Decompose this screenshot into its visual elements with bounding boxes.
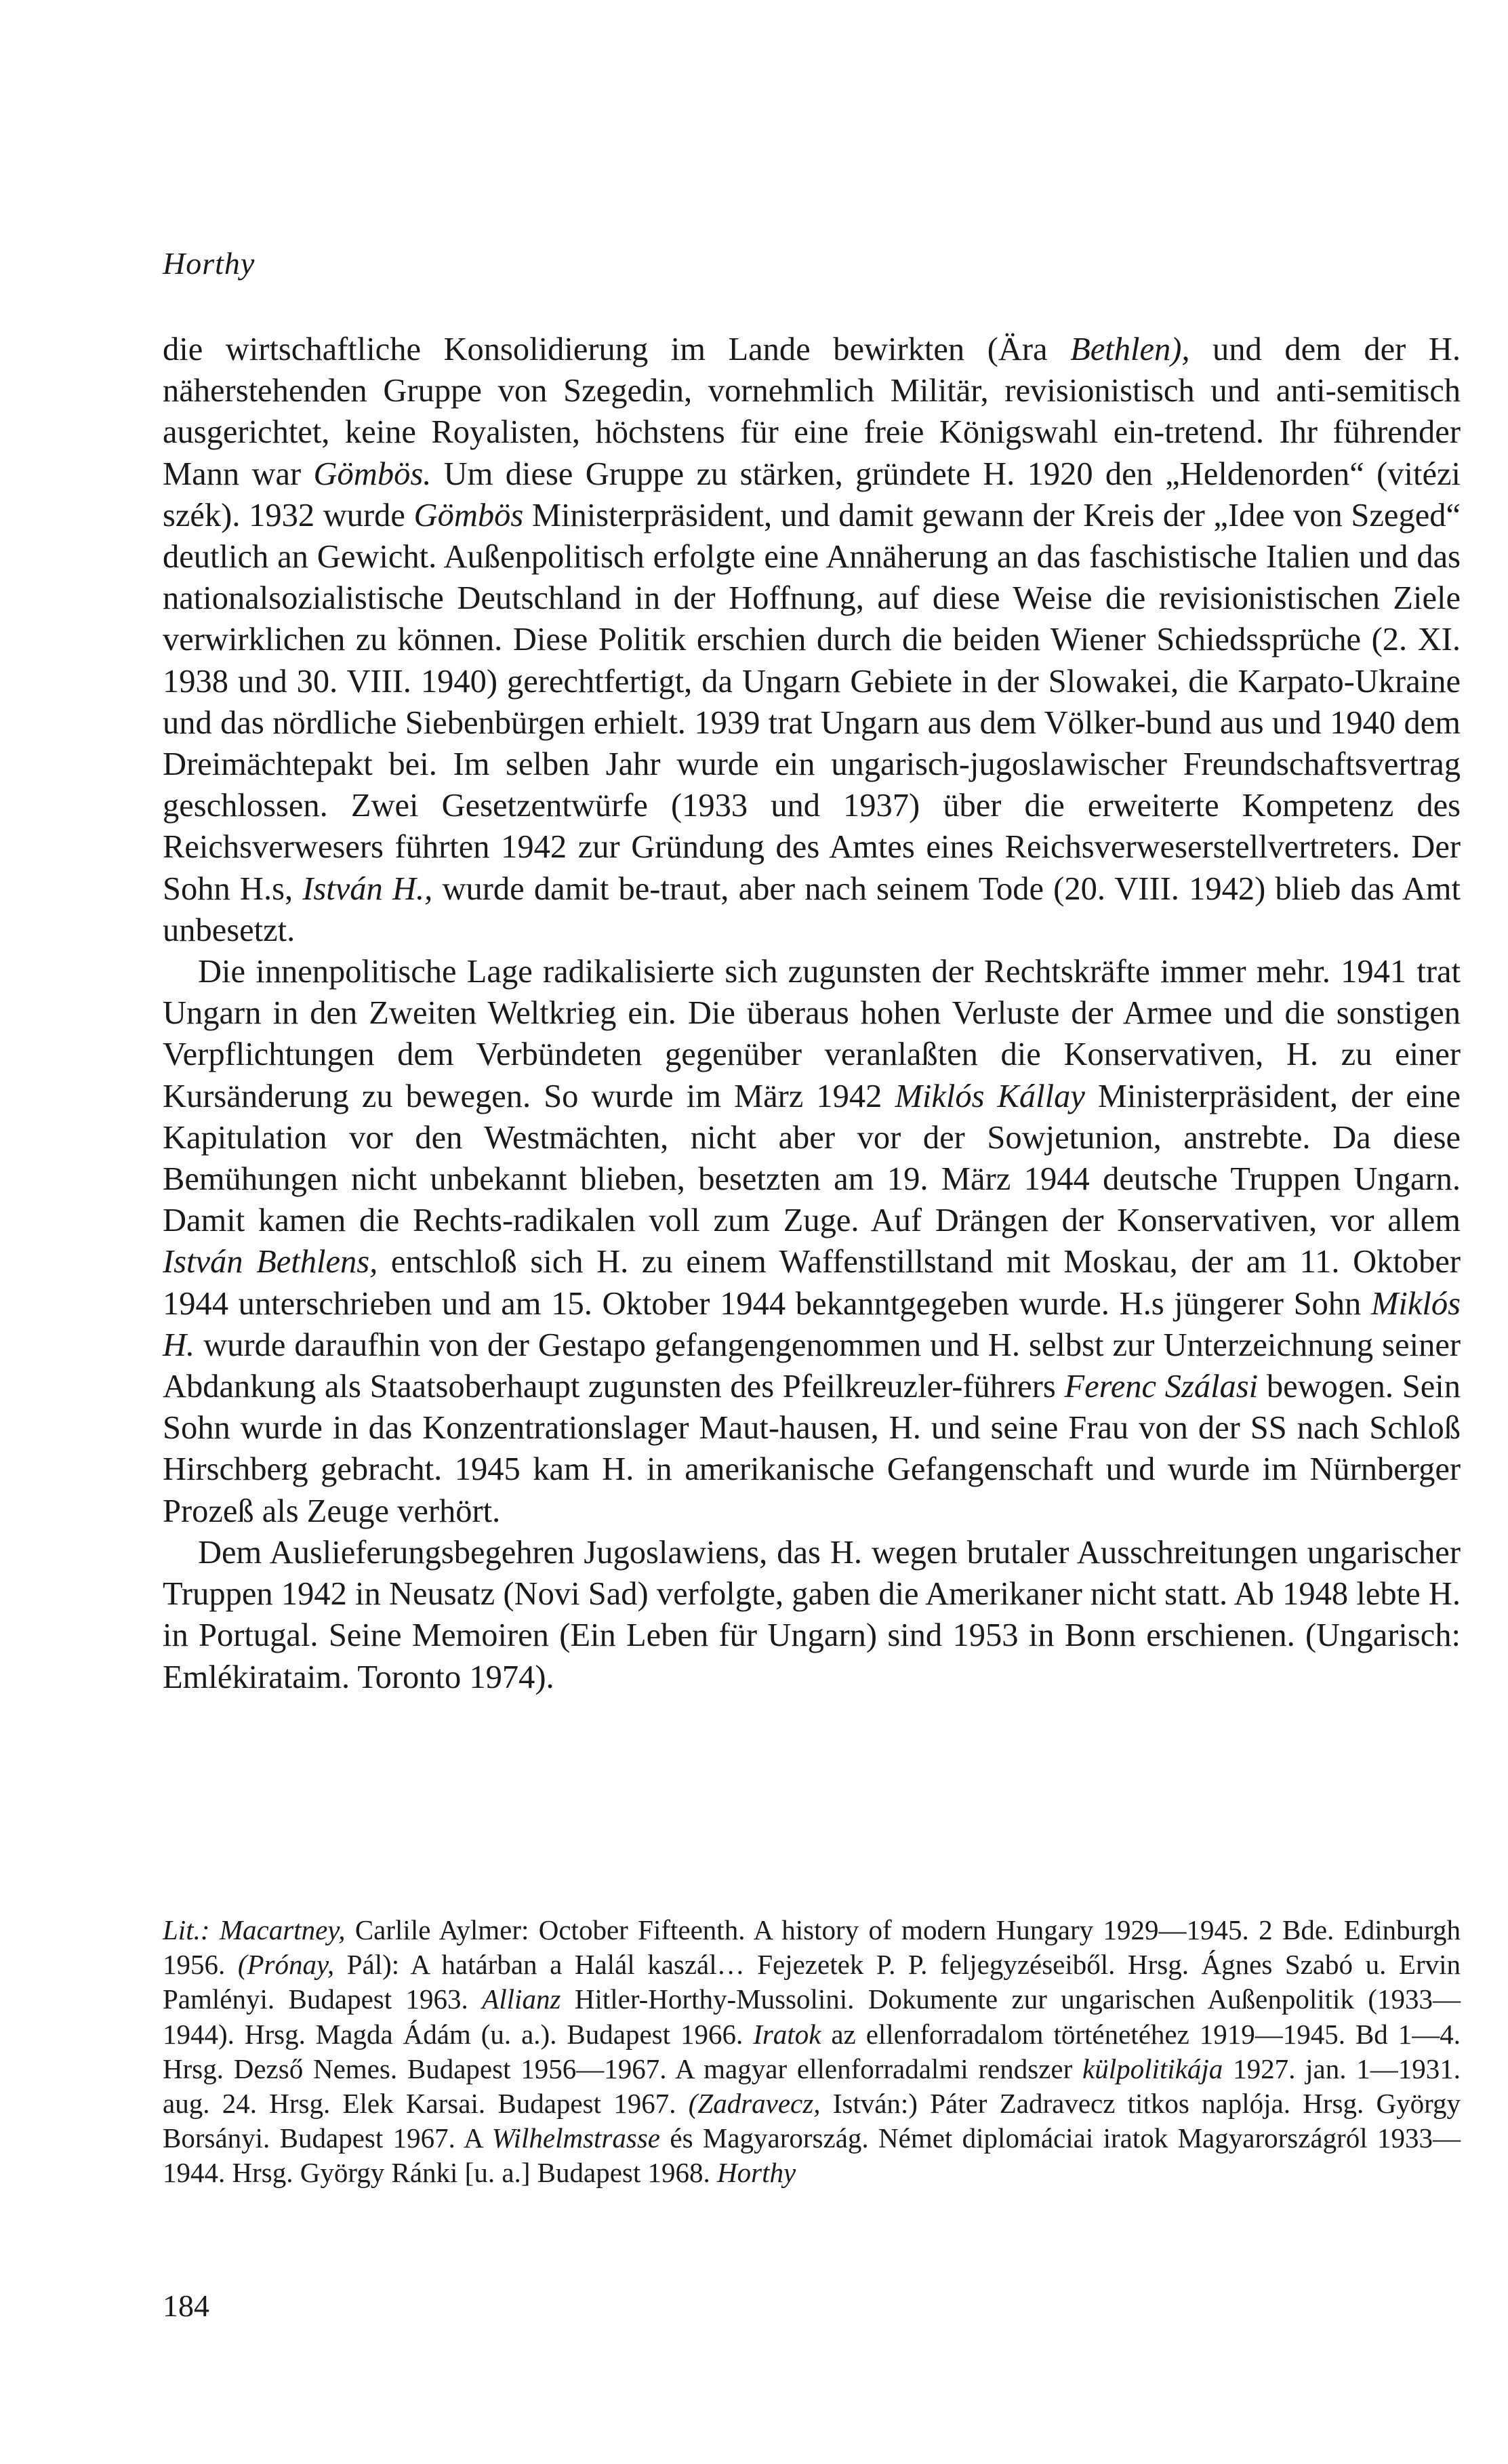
paragraph-3 [163, 1532, 1461, 1698]
literature-section [163, 1913, 1461, 2191]
italic-text-run: Allianz [482, 1983, 561, 2015]
text-run: Die innenpolitische Lage radikalisierte sich zugunsten der Rechtskräfte immer mehr. 1941 trat Ungarn in den Zweiten Weltkrieg ein. Die überaus hohen Verluste der Armee und die sonstigen Verpflichtungen dem Verbündeten gegenüber veranlaßten die Konservativen, H. zu einer Kursänderung zu bewegen. So wurde im März 1942 [163, 954, 1461, 1114]
literature-text [163, 1913, 1461, 2191]
italic-text-run: Wilhelmstrasse [491, 2122, 660, 2154]
italic-text-run: Horthy [717, 2157, 796, 2189]
text-run [210, 1914, 220, 1945]
text-run: Carlile Aylmer: October Fifteenth. A history of modern Hungary 1929—1945. 2 Bde. Edinburgh 1956. [163, 1914, 1461, 1981]
paragraph-2 [163, 951, 1461, 1532]
italic-text-run: Gömbös. [313, 456, 432, 492]
italic-text-run: Macartney, [219, 1914, 346, 1945]
italic-text-run: (Prónay, [237, 1949, 335, 1981]
italic-text-run: (Zadravecz, [688, 2088, 821, 2120]
text-run: Ministerpräsident, der eine Kapitulation vor den Westmächten, nicht aber vor der Sowjetunion, anstrebte. Da diese Bemühungen nicht unbekannt blieben, besetzten am 19. März 1944 deutsche Truppen Ungarn. Damit kamen die Rechts-radikalen voll zum Zuge. Auf Drängen der Konservativen, vor allem [163, 1078, 1461, 1239]
italic-text-run: Bethlen), [1070, 331, 1190, 367]
italic-text-run: Lit.: [163, 1914, 210, 1945]
text-run: wurde daraufhin von der Gestapo gefangengenommen und H. selbst zur Unterzeichnung seiner Abdankung als Staatsoberhaupt zugunsten des Pfeilkreuzler-führers [163, 1327, 1461, 1405]
text-run: Dem Auslieferungsbegehren Jugoslawiens, das H. wegen brutaler Ausschreitungen ungarischer Truppen 1942 in Neusatz (Novi Sad) verfolgte, gaben die Amerikaner nicht statt. Ab 1948 lebte H. in Portugal. Seine Memoiren (Ein Leben für Ungarn) sind 1953 in Bonn erschienen. (Ungarisch: Emlékirataim. Toronto 1974). [163, 1534, 1461, 1695]
running-header: Horthy [163, 246, 256, 281]
text-run: und dem der H. näherstehenden Gruppe von Szegedin, vornehmlich Militär, revisionistisch und anti-semitisch ausgerichtet, keine Royalisten, höchstens für eine freie Königswahl ein-tretend. Ihr führender Mann war [163, 331, 1461, 492]
paragraph-1 [163, 329, 1461, 951]
text-run: entschloß sich H. zu einem Waffenstillstand mit Moskau, der am 11. Oktober 1944 unterschrieben und am 15. Oktober 1944 bekanntgegeben wurde. H.s jüngerer Sohn [163, 1244, 1461, 1322]
text-run: az ellenforradalom történetéhez 1919—1945. Bd 1—4. Hrsg. Dezső Nemes. Budapest 1956—1967. A magyar ellenforradalmi rendszer [163, 2018, 1461, 2084]
article-body [163, 329, 1461, 1698]
text-run: és Magyarország. Német diplomáciai iratok Magyarországról 1933—1944. Hrsg. György Ránki [u. a.] Budapest 1968. [163, 2122, 1461, 2189]
italic-text-run: Miklós H. [163, 1285, 1461, 1363]
text-run: bewogen. Sein Sohn wurde in das Konzentrationslager Maut-hausen, H. und seine Frau von der SS nach Schloß Hirschberg gebracht. 1945 kam H. in amerikanische Gefangenschaft und wurde im Nürnberger Prozeß als Zeuge verhört. [163, 1369, 1461, 1529]
page-number: 184 [163, 2288, 209, 2323]
italic-text-run: Ferenc Szálasi [1064, 1369, 1259, 1405]
italic-text-run: István H., [302, 870, 433, 907]
italic-text-run: Gömbös [413, 497, 524, 533]
italic-text-run: külpolitikája [1082, 2053, 1223, 2084]
text-run: Um diese Gruppe zu stärken, gründete H. 1920 den „Heldenorden“ (vitézi szék). 1932 wurde [163, 456, 1461, 533]
italic-text-run: István Bethlens, [163, 1244, 378, 1280]
text-run: István:) Páter Zadravecz titkos naplója. Hrsg. György Borsányi. Budapest 1967. A [163, 2088, 1461, 2154]
text-run: Ministerpräsident, und damit gewann der Kreis der „Idee von Szeged“ deutlich an Gewicht. Außenpolitisch erfolgte eine Annäherung an das faschistische Italien und das nationalsozialistische Deutschland in der Hoffnung, auf diese Weise die revisionistischen Ziele verwirklichen zu können. Diese Politik erschien durch die beiden Wiener Schiedssprüche (2. XI. 1938 und 30. VIII. 1940) gerechtfertigt, da Ungarn Gebiete in der Slowakei, die Karpato-Ukraine und das nördliche Siebenbürgen erhielt. 1939 trat Ungarn aus dem Völker-bund aus und 1940 dem Dreimächtepakt bei. Im selben Jahr wurde ein ungarisch-jugoslawischer Freundschaftsvertrag geschlossen. Zwei Gesetzentwürfe (1933 und 1937) über die erweiterte Kompetenz des Reichsverwesers führten 1942 zur Gründung des Amtes eines Reichsverweserstellvertreters. Der Sohn H.s, [163, 497, 1461, 907]
text-run: Pál): A határban a Halál kaszál… Fejezetek P. P. feljegyzéseiből. Hrsg. Ágnes Szabó u. Ervin Pamlényi. Budapest 1963. [163, 1949, 1461, 2015]
text-run: wurde damit be-traut, aber nach seinem Tode (20. VIII. 1942) blieb das Amt unbesetzt. [163, 870, 1461, 948]
text-run: Hitler-Horthy-Mussolini. Dokumente zur ungarischen Außenpolitik (1933—1944). Hrsg. Magda Ádám (u. a.). Budapest 1966. [163, 1983, 1461, 2050]
text-run: die wirtschaftliche Konsolidierung im Lande bewirkten (Ära [163, 331, 1071, 367]
text-run: 1927. jan. 1—1931. aug. 24. Hrsg. Elek Karsai. Budapest 1967. [163, 2053, 1461, 2120]
italic-text-run: Iratok [753, 2018, 821, 2050]
italic-text-run: Miklós Kállay [895, 1078, 1085, 1114]
